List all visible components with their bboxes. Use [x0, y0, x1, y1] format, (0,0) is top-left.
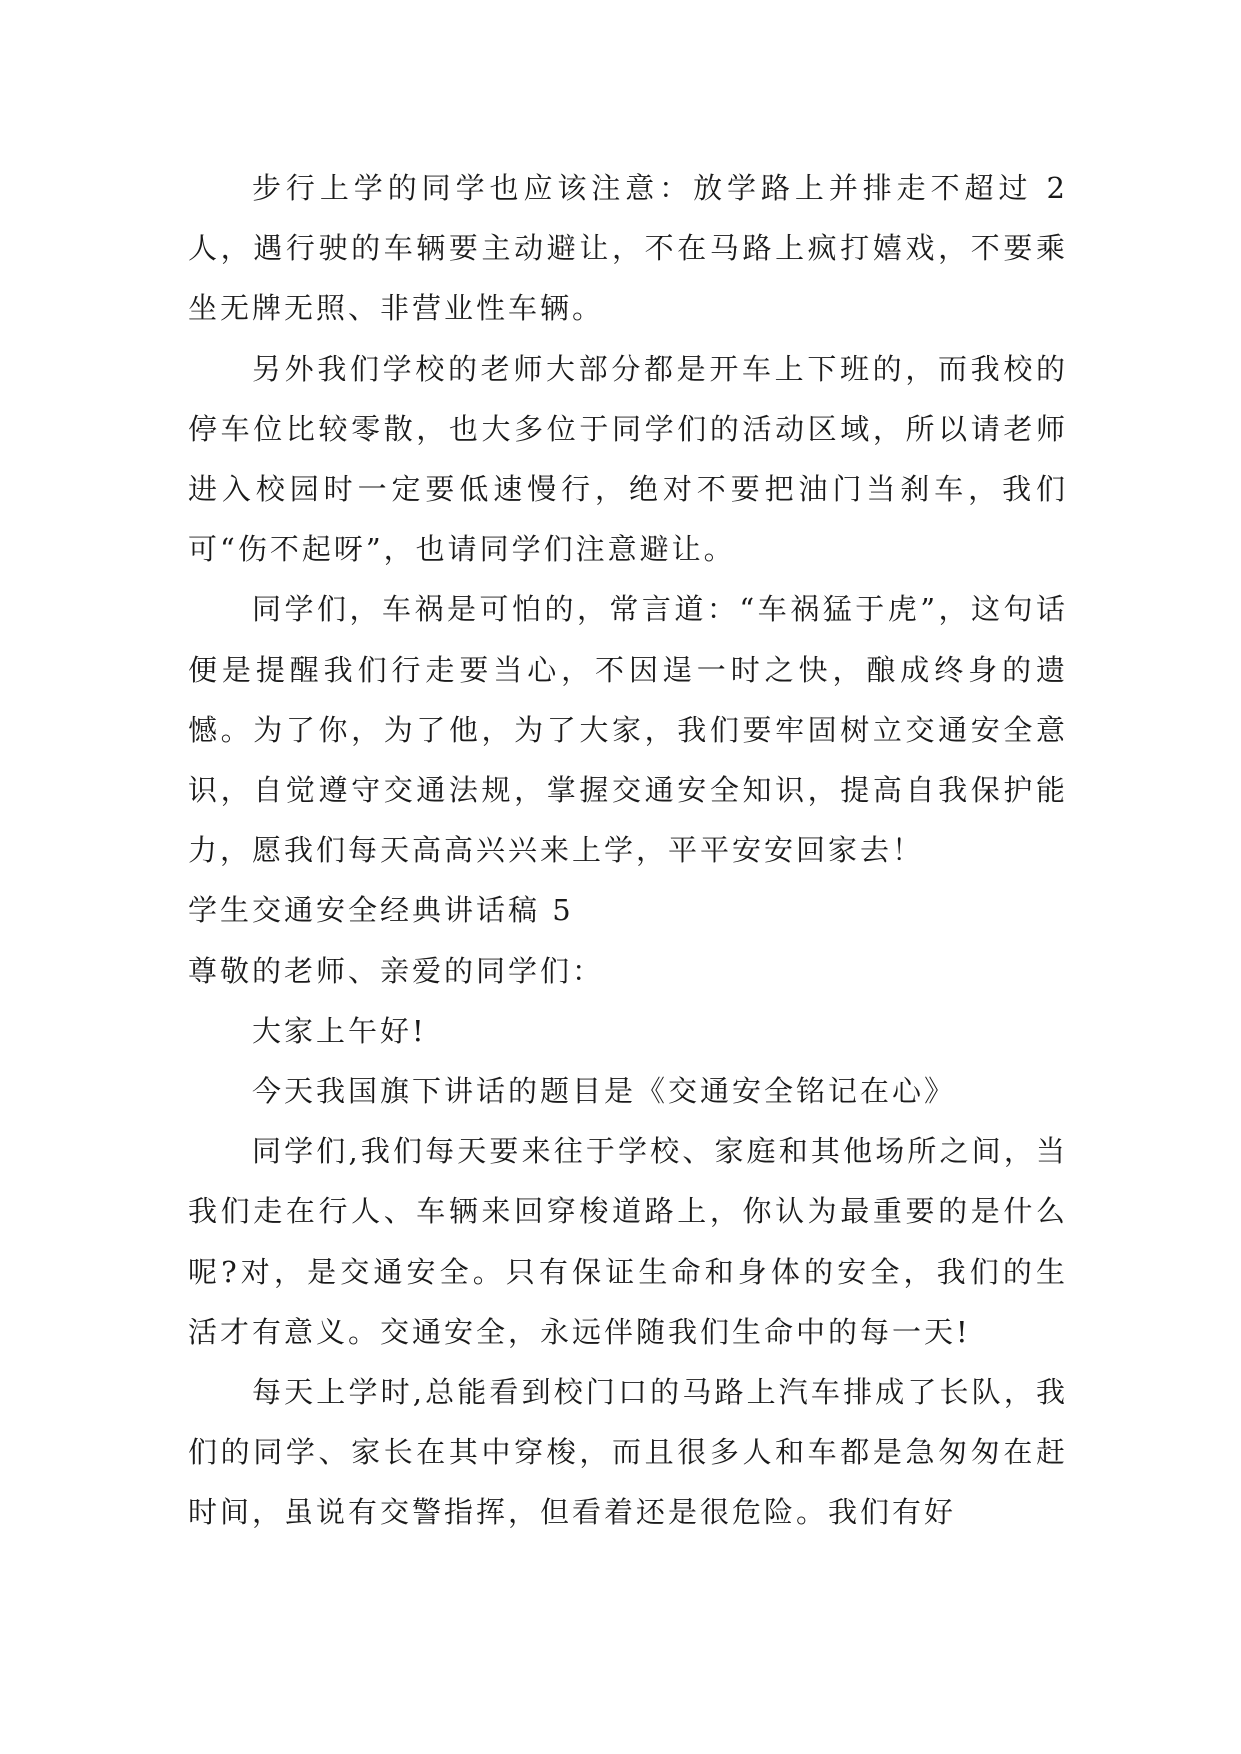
- paragraph-traffic-importance: 同学们,我们每天要来往于学校、家庭和其他场所之间，当我们走在行人、车辆来回穿梭道路上，你认为最重要的是什么呢?对，是交通安全。只有保证生命和身体的安全，我们的生活才有意义。交通安全，永远伴随我们生命中的每一天!: [188, 1134, 1068, 1349]
- salutation: 尊敬的老师、亲爱的同学们：: [188, 953, 605, 988]
- paragraph-school-gate: 每天上学时,总能看到校门口的马路上汽车排成了长队，我们的同学、家长在其中穿梭，而且很多人和车都是急匆匆在赶时间，虽说有交警指挥，但看着还是很危险。我们有好: [188, 1375, 1068, 1530]
- section-heading: 学生交通安全经典讲话稿 5: [188, 893, 574, 928]
- document-body: [188, 158, 1068, 1543]
- paragraph-traffic-danger: 同学们，车祸是可怕的，常言道：“车祸猛于虎”，这句话便是提醒我们行走要当心，不因逞一时之快，酿成终身的遗憾。为了你，为了他，为了大家，我们要牢固树立交通安全意识，自觉遵守交通法规，掌握交通安全知识，提高自我保护能力，愿我们每天高高兴兴来上学，平平安安回家去！: [188, 592, 1068, 868]
- paragraph-teacher-parking: 另外我们学校的老师大部分都是开车上下班的，而我校的停车位比较零散，也大多位于同学们的活动区域，所以请老师进入校园时一定要低速慢行，绝对不要把油门当刹车，我们可“伤不起呀”，也请同学们注意避让。: [188, 351, 1068, 567]
- paragraph-walking-safety: 步行上学的同学也应该注意：放学路上并排走不超过 2 人，遇行驶的车辆要主动避让，不在马路上疯打嬉戏，不要乘坐无牌无照、非营业性车辆。: [188, 171, 1068, 326]
- speech-topic: 今天我国旗下讲话的题目是《交通安全铭记在心》: [252, 1074, 957, 1109]
- greeting: 大家上午好!: [252, 1013, 427, 1048]
